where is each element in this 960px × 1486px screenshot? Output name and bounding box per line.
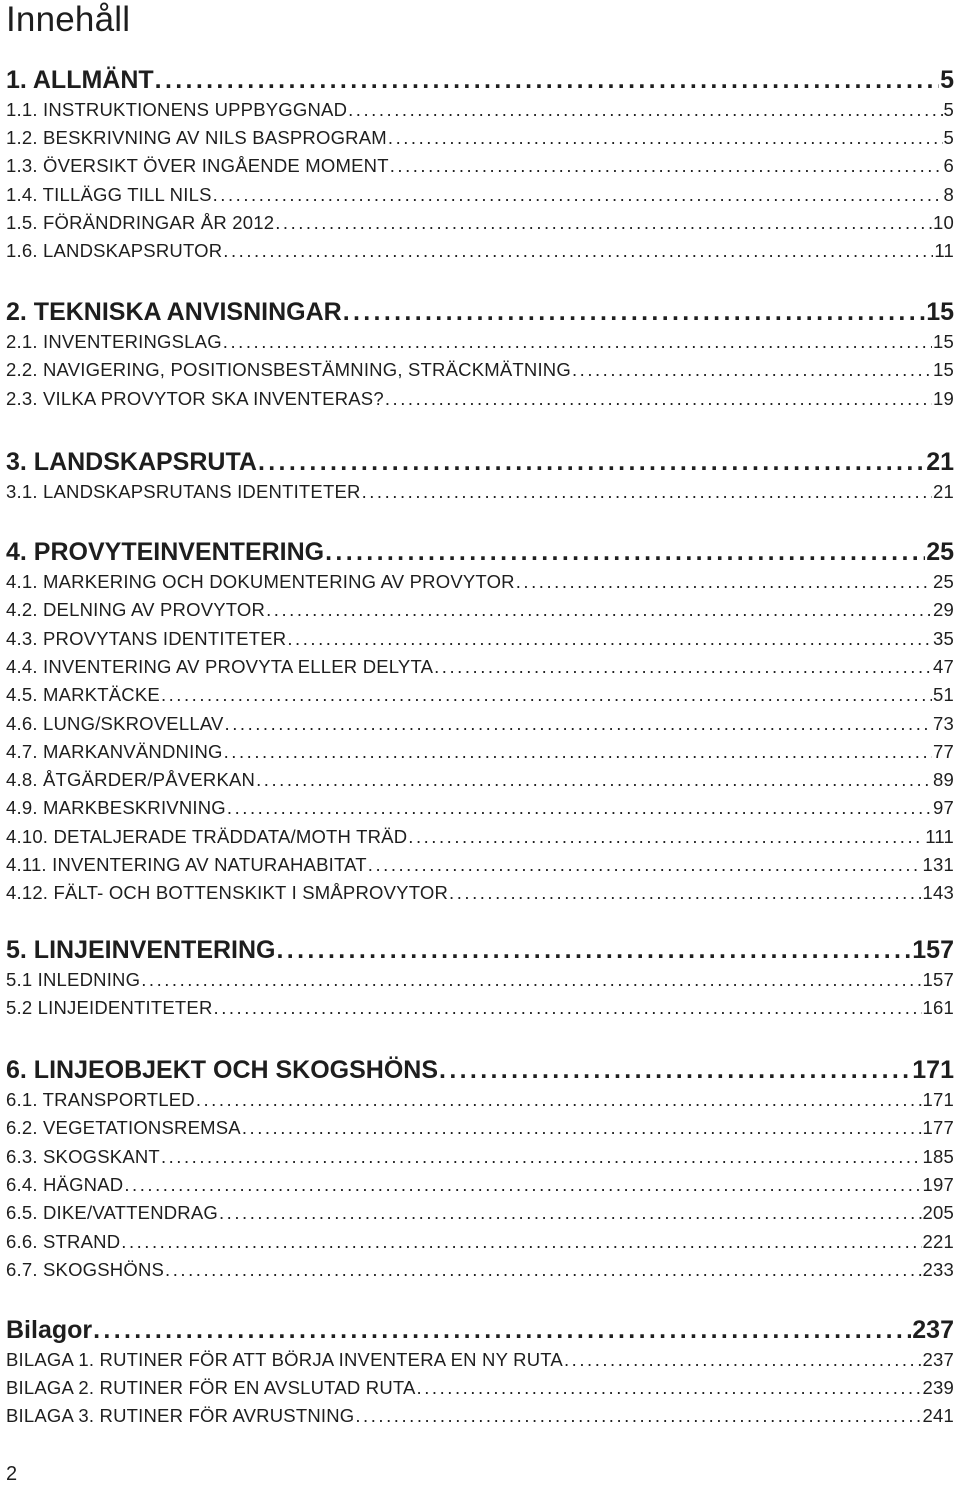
toc-entry[interactable] [6, 795, 954, 821]
toc-entry[interactable] [6, 1144, 954, 1170]
toc-leader-dots [275, 210, 932, 236]
toc-entry-page: 111 [925, 825, 954, 847]
toc-entry-page: 10 [933, 211, 954, 233]
toc-leader-dots [161, 682, 932, 708]
toc-entry-label: 4.2. DELNING AV PROVYTOR [6, 599, 266, 621]
toc-entry[interactable] [6, 1200, 954, 1226]
toc-section-heading[interactable] [6, 934, 954, 966]
toc-entry-label: 1.3. ÖVERSIKT ÖVER INGÅENDE MOMENT [6, 155, 389, 177]
toc-entry-page: 97 [933, 797, 954, 819]
toc-leader-dots [141, 967, 921, 993]
toc-entry[interactable] [6, 880, 954, 906]
toc-entry-label: 6.6. STRAND [6, 1230, 121, 1252]
toc-entry[interactable] [6, 682, 954, 708]
toc-entry-label: 4.9. MARKBESKRIVNING [6, 797, 226, 819]
toc-section-page: 15 [926, 298, 954, 326]
toc-section-heading[interactable] [6, 296, 954, 328]
toc-leader-dots [277, 934, 912, 966]
toc-entry[interactable] [6, 597, 954, 623]
toc-entry[interactable] [6, 967, 954, 993]
toc-entry-label: 6.3. SKOGSKANT [6, 1145, 160, 1167]
toc-entry[interactable] [6, 1115, 954, 1141]
toc-entry-label: 4.10. DETALJERADE TRÄDDATA/MOTH TRÄD [6, 825, 408, 847]
toc-section-label: 5. LINJEINVENTERING [6, 936, 276, 964]
toc-entry-label: 4.5. MARKTÄCKE [6, 684, 160, 706]
toc-entry[interactable] [6, 1347, 954, 1373]
page-number: 2 [6, 1463, 18, 1485]
toc-leader-dots [242, 1115, 922, 1141]
toc-leader-dots [325, 536, 925, 568]
toc-section-heading[interactable] [6, 1314, 954, 1346]
toc-entry[interactable] [6, 238, 954, 264]
toc-entry-label: 4.7. MARKANVÄNDNING [6, 740, 223, 762]
toc-leader-dots [417, 1375, 922, 1401]
toc-entry-page: 205 [922, 1202, 954, 1224]
toc-entry[interactable] [6, 1403, 954, 1429]
toc-entry-page: 21 [933, 481, 954, 502]
toc-section-page: 25 [926, 538, 954, 566]
toc-entry-page: 131 [922, 854, 954, 875]
toc-section-label: Bilagor [6, 1316, 93, 1344]
toc-leader-dots [223, 329, 932, 355]
toc-entry[interactable] [6, 153, 954, 179]
toc-entry[interactable] [6, 767, 954, 793]
toc-leader-dots [355, 1403, 921, 1429]
toc-entry[interactable] [6, 386, 954, 412]
toc-section-page: 5 [940, 66, 954, 94]
toc-entry-label: 4.3. PROVYTANS IDENTITETER [6, 627, 287, 649]
toc-leader-dots [124, 1172, 921, 1198]
toc-leader-dots [572, 357, 932, 383]
toc-entry-page: 221 [922, 1230, 954, 1252]
toc-entry-page: 6 [943, 155, 954, 177]
toc-section-heading[interactable] [6, 536, 954, 568]
toc-entry-page: 239 [922, 1377, 954, 1398]
toc-entry-page: 143 [922, 882, 954, 904]
toc-entry-page: 157 [922, 969, 954, 990]
toc-entry-label: BILAGA 2. RUTINER FÖR EN AVSLUTAD RUTA [6, 1377, 416, 1398]
toc-entry-page: 197 [922, 1173, 954, 1195]
toc-leader-dots [225, 711, 932, 737]
toc-leader-dots [196, 1087, 922, 1113]
toc-entry-page: 19 [933, 387, 954, 409]
toc-section-heading[interactable] [6, 446, 954, 478]
toc-entry-label: 4.12. FÄLT- OCH BOTTENSKIKT I SMÅPROVYTOR [6, 882, 449, 904]
toc-leader-dots [223, 238, 933, 264]
toc-leader-dots [121, 1229, 921, 1255]
toc-entry-label: 6.4. HÄGNAD [6, 1173, 124, 1195]
toc-leader-dots [516, 569, 932, 595]
toc-entry-label: 6.2. VEGETATIONSREMSA [6, 1117, 241, 1139]
toc-section-label: 4. PROVYTEINVENTERING [6, 538, 325, 566]
toc-entry-label: 5.1 INLEDNING [6, 969, 141, 990]
toc-section-page: 157 [912, 936, 954, 964]
page-title: Innehåll [6, 0, 131, 39]
toc-section-label: 3. LANDSKAPSRUTA [6, 448, 257, 476]
toc-entry-page: 185 [922, 1145, 954, 1167]
toc-entry[interactable] [6, 210, 954, 236]
toc-section-page: 21 [926, 448, 954, 476]
toc-entry[interactable] [6, 995, 954, 1021]
toc-section-heading[interactable] [6, 1054, 954, 1086]
toc-entry-page: 177 [922, 1117, 954, 1139]
toc-entry-label: 1.2. BESKRIVNING AV NILS BASPROGRAM [6, 127, 387, 149]
toc-leader-dots [258, 446, 925, 478]
toc-entry-page: 8 [943, 183, 954, 205]
toc-section-page: 171 [912, 1056, 954, 1084]
toc-leader-dots [388, 125, 943, 151]
toc-section-heading[interactable] [6, 64, 954, 96]
toc-section-label: 6. LINJEOBJEKT OCH SKOGSHÖNS [6, 1056, 439, 1084]
toc-entry[interactable] [6, 1375, 954, 1401]
toc-entry-label: 6.7. SKOGSHÖNS [6, 1258, 165, 1280]
toc-leader-dots [227, 795, 932, 821]
toc-section-label: 1. ALLMÄNT [6, 66, 154, 94]
toc-leader-dots [439, 1054, 911, 1086]
toc-leader-dots [219, 1200, 922, 1226]
toc-entry-label: 4.6. LUNG/SKROVELLAV [6, 712, 224, 734]
toc-leader-dots [165, 1257, 921, 1283]
toc-entry-page: 15 [933, 331, 954, 352]
toc-entry-page: 171 [922, 1089, 954, 1110]
toc-entry-label: 2.3. VILKA PROVYTOR SKA INVENTERAS? [6, 387, 384, 409]
toc-entry-label: BILAGA 1. RUTINER FÖR ATT BÖRJA INVENTERA EN NY RUTA [6, 1349, 563, 1370]
toc-leader-dots [213, 182, 943, 208]
toc-entry[interactable] [6, 711, 954, 737]
toc-leader-dots [564, 1347, 922, 1373]
toc-entry[interactable] [6, 97, 954, 123]
toc-entry-page: 47 [933, 655, 954, 677]
toc-entry-page: 73 [933, 712, 954, 734]
toc-leader-dots [214, 995, 922, 1021]
toc-entry[interactable] [6, 569, 954, 595]
toc-entry-label: 1.5. FÖRÄNDRINGAR ÅR 2012 [6, 211, 275, 233]
toc-entry-label: 1.6. LANDSKAPSRUTOR [6, 240, 223, 261]
toc-section-label: 2. TEKNISKA ANVISNINGAR [6, 298, 342, 326]
toc-entry-label: 2.1. INVENTERINGSLAG [6, 331, 222, 352]
toc-leader-dots [161, 1144, 922, 1170]
toc-entry[interactable] [6, 654, 954, 680]
toc-entry-label: 3.1. LANDSKAPSRUTANS IDENTITETER [6, 481, 361, 502]
toc-entry-label: 4.8. ÅTGÄRDER/PÅVERKAN [6, 769, 256, 791]
toc-entry-label: 6.5. DIKE/VATTENDRAG [6, 1202, 218, 1224]
toc-entry-page: 5 [943, 127, 954, 149]
toc-entry-page: 5 [943, 99, 954, 120]
toc-entry-page: 25 [933, 571, 954, 592]
toc-entry-label: 4.1. MARKERING OCH DOKUMENTERING AV PROVYTOR [6, 571, 515, 592]
toc-leader-dots [368, 852, 922, 878]
toc-entry[interactable] [6, 329, 954, 355]
toc-entry[interactable] [6, 626, 954, 652]
toc-entry[interactable] [6, 1229, 954, 1255]
toc-entry-page: 237 [922, 1349, 954, 1370]
toc-entry-label: 6.1. TRANSPORTLED [6, 1089, 195, 1110]
toc-leader-dots [155, 64, 939, 96]
toc-leader-dots [287, 626, 932, 652]
toc-entry[interactable] [6, 852, 954, 878]
toc-entry-page: 29 [933, 599, 954, 621]
toc-entry-page: 233 [922, 1258, 954, 1280]
toc-entry-page: 161 [922, 997, 954, 1018]
toc-entry[interactable] [6, 125, 954, 151]
toc-leader-dots [266, 597, 932, 623]
toc-entry[interactable] [6, 1087, 954, 1113]
toc-entry[interactable] [6, 182, 954, 208]
toc-leader-dots [408, 824, 924, 850]
toc-leader-dots [256, 767, 932, 793]
toc-entry[interactable] [6, 1257, 954, 1283]
toc-entry-page: 35 [933, 627, 954, 649]
toc-leader-dots [385, 386, 932, 412]
toc-entry[interactable] [6, 357, 954, 383]
toc-leader-dots [224, 739, 932, 765]
toc-leader-dots [449, 880, 922, 906]
toc-entry-page: 11 [934, 240, 954, 261]
toc-entry[interactable] [6, 479, 954, 505]
toc-entry[interactable] [6, 739, 954, 765]
toc-section-page: 237 [912, 1316, 954, 1344]
toc-leader-dots [93, 1314, 911, 1346]
toc-leader-dots [343, 296, 926, 328]
toc-entry-label: 4.4. INVENTERING AV PROVYTA ELLER DELYTA [6, 655, 434, 677]
toc-entry-label: 2.2. NAVIGERING, POSITIONSBESTÄMNING, STRÄCKMÄTNING [6, 359, 571, 381]
toc-leader-dots [348, 97, 942, 123]
toc-entry-page: 77 [933, 740, 954, 762]
toc-entry[interactable] [6, 1172, 954, 1198]
toc-entry-page: 241 [922, 1405, 954, 1426]
toc-leader-dots [390, 153, 943, 179]
toc-entry[interactable] [6, 824, 954, 850]
toc-entry-page: 51 [933, 684, 954, 706]
toc-entry-label: BILAGA 3. RUTINER FÖR AVRUSTNING [6, 1405, 355, 1426]
toc-entry-page: 15 [933, 359, 954, 381]
toc-leader-dots [362, 479, 932, 505]
toc-entry-label: 4.11. INVENTERING AV NATURAHABITAT [6, 854, 367, 875]
toc-leader-dots [434, 654, 932, 680]
toc-entry-label: 5.2 LINJEIDENTITETER [6, 997, 213, 1018]
toc-entry-label: 1.1. INSTRUKTIONENS UPPBYGGNAD [6, 99, 348, 120]
toc-entry-label: 1.4. TILLÄGG TILL NILS [6, 183, 212, 205]
toc-entry-page: 89 [933, 769, 954, 791]
